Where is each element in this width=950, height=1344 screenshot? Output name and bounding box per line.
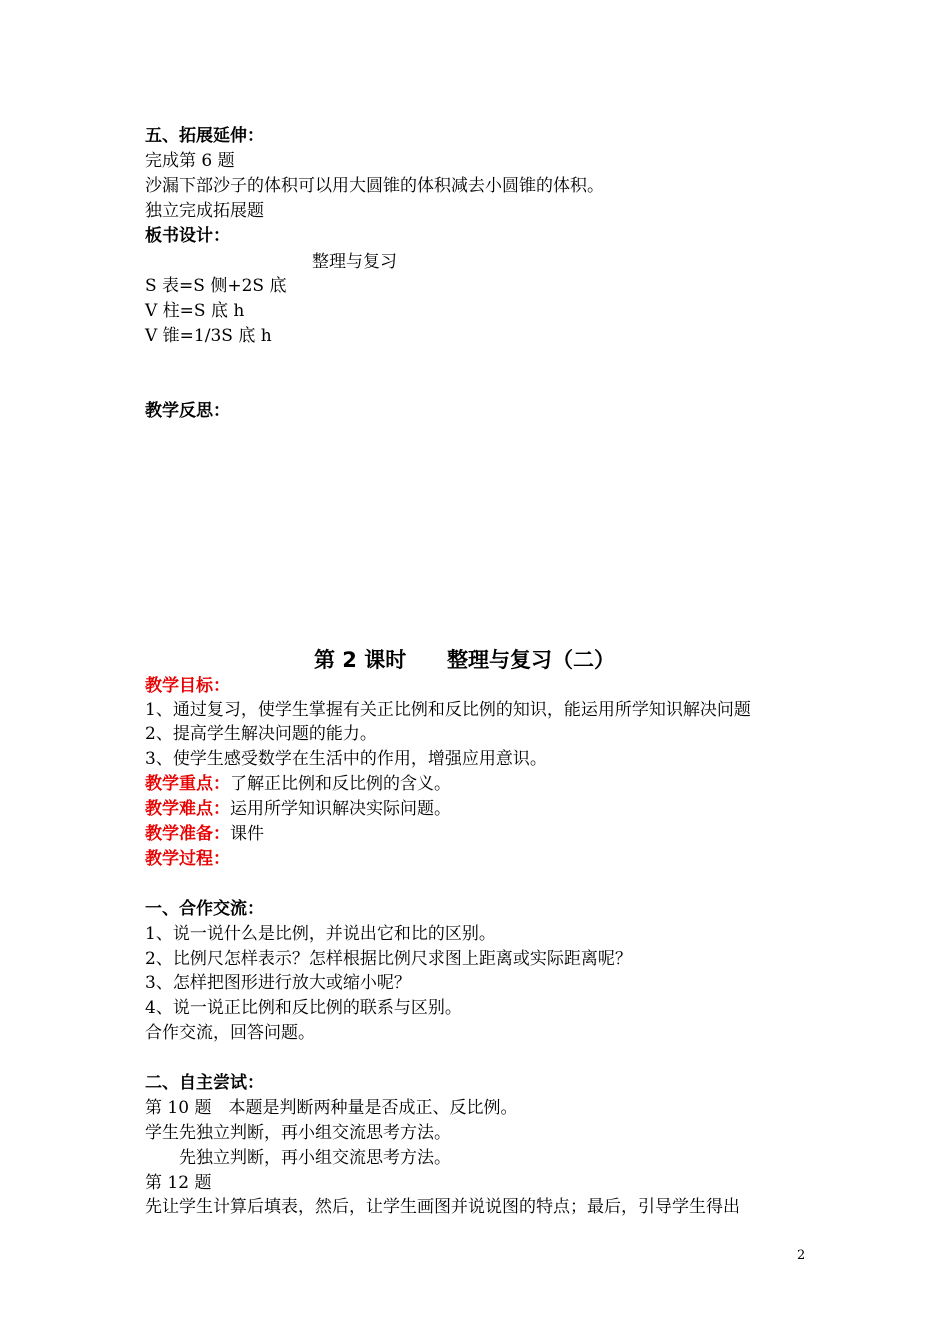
board-heading: 板书设计： [145,226,230,246]
board-center-title: 整理与复习 [312,252,397,272]
part2-heading: 二、自主尝试： [145,1073,264,1093]
section5-line: 沙漏下部沙子的体积可以用大圆锥的体积减去小圆锥的体积。 [145,176,604,196]
goal-item: 2、提高学生解决问题的能力。 [145,724,377,744]
board-formula: V 柱=S 底 h [145,301,245,321]
goal-item: 1、通过复习，使学生掌握有关正比例和反比例的知识，能运用所学知识解决问题 [145,700,751,720]
board-formula: S 表=S 侧+2S 底 [145,276,287,296]
lesson-title-right: 整理与复习（二） [447,648,615,672]
part1-line: 合作交流，回答问题。 [145,1023,315,1043]
part2-line: 先让学生计算后填表，然后，让学生画图并说说图的特点；最后，引导学生得出 [145,1197,740,1217]
preparation [145,822,264,846]
board-formula: V 锥=1/3S 底 h [145,326,272,346]
prep-text: 课件 [230,824,264,844]
part1-heading: 一、合作交流： [145,899,264,919]
goals-label: 教学目标： [145,676,230,696]
difficulty-label: 教学难点： [145,799,230,819]
part1-line: 2、比例尺怎样表示？怎样根据比例尺求图上距离或实际距离呢？ [145,949,632,969]
part2-line: 第 12 题 [145,1173,212,1193]
prep-label: 教学准备： [145,824,230,844]
difficulty-text: 运用所学知识解决实际问题。 [230,799,451,819]
difficulty-point [145,797,451,821]
lesson-title-left: 第 2 课时 [314,648,407,672]
part1-line: 3、怎样把图形进行放大或缩小呢？ [145,973,411,993]
page-number: 2 [797,1248,806,1263]
section5-heading: 五、拓展延伸： [145,126,264,146]
key-point [145,772,451,796]
part1-line: 4、说一说正比例和反比例的联系与区别。 [145,998,462,1018]
part1-line: 1、说一说什么是比例，并说出它和比的区别。 [145,924,496,944]
goal-item: 3、使学生感受数学在生活中的作用，增强应用意识。 [145,749,547,769]
section5-line: 完成第 6 题 [145,151,235,171]
part2-line: 先独立判断，再小组交流思考方法。 [145,1148,451,1168]
key-label: 教学重点： [145,774,230,794]
process-label: 教学过程： [145,849,230,869]
part2-line: 第 10 题 本题是判断两种量是否成正、反比例。 [145,1098,518,1118]
key-text: 了解正比例和反比例的含义。 [230,774,451,794]
part2-line: 学生先独立判断，再小组交流思考方法。 [145,1123,451,1143]
reflection-heading: 教学反思： [145,401,230,421]
section5-line: 独立完成拓展题 [145,201,264,221]
